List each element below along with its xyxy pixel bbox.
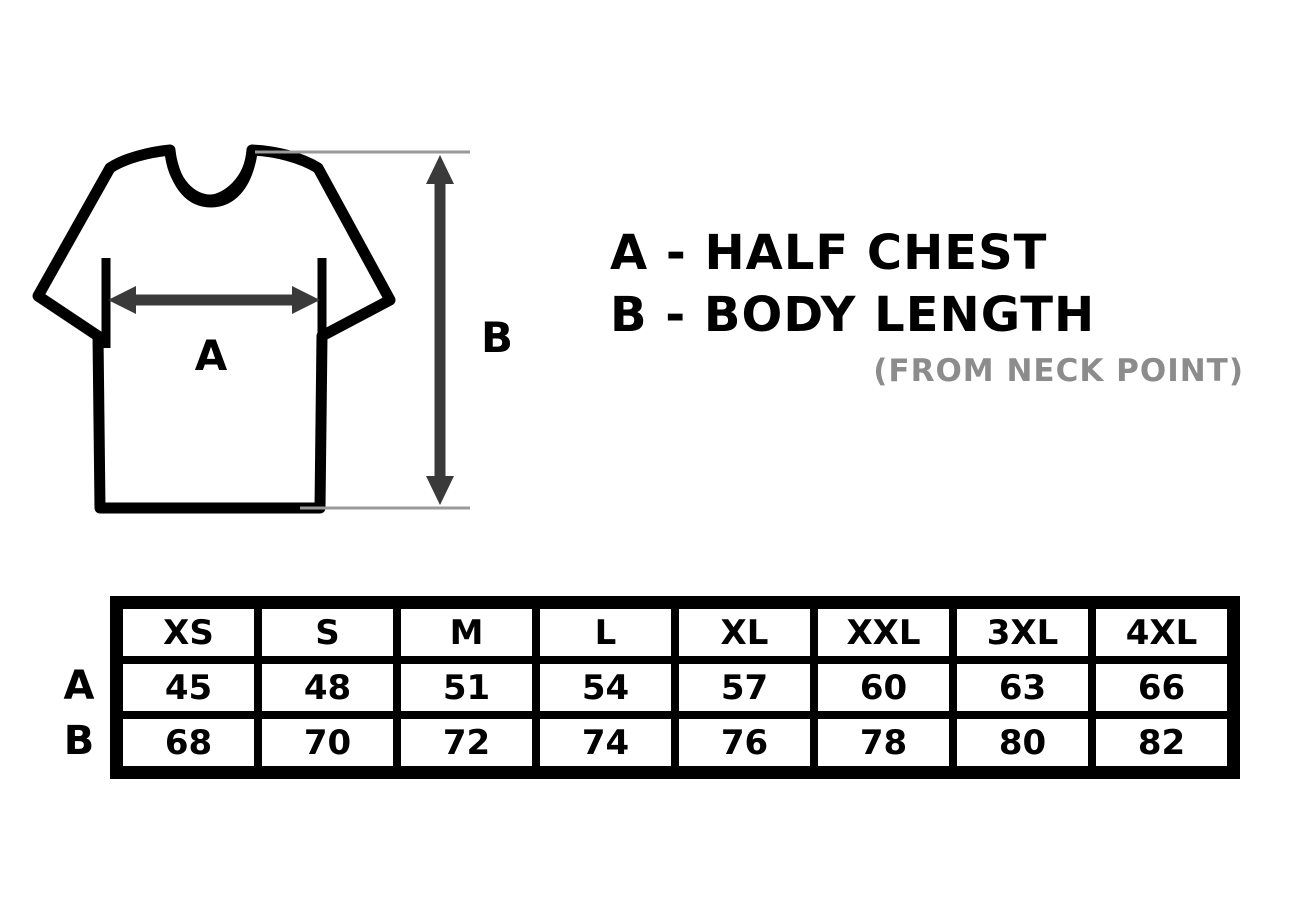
half-chest-cell: 57 — [675, 660, 814, 715]
body-length-cell: 82 — [1092, 715, 1231, 770]
body-length-cell: 70 — [258, 715, 397, 770]
half-chest-row — [119, 660, 1231, 715]
half-chest-cell: 63 — [953, 660, 1092, 715]
row-labels — [48, 596, 110, 779]
size-header-cell: M — [397, 605, 536, 660]
size-table — [110, 596, 1240, 779]
size-header-cell: XL — [675, 605, 814, 660]
body-length-cell: 72 — [397, 715, 536, 770]
size-header-cell: L — [536, 605, 675, 660]
size-header-cell: XS — [119, 605, 258, 660]
size-header-cell: 4XL — [1092, 605, 1231, 660]
legend-half-chest: A - HALF CHEST — [610, 225, 1048, 281]
body-length-cell: 74 — [536, 715, 675, 770]
legend-body-length: B - BODY LENGTH — [610, 287, 1096, 344]
body-length-cell: 80 — [953, 715, 1092, 770]
size-header-cell: XXL — [814, 605, 953, 660]
row-label-b: B — [63, 718, 95, 764]
tshirt-outline-icon — [0, 0, 560, 560]
vertical-double-arrow-icon — [426, 155, 454, 505]
legend-subnote: (FROM NECK POINT) — [873, 352, 1244, 389]
size-header-row — [119, 605, 1231, 660]
size-chart — [48, 596, 1240, 779]
body-length-row — [119, 715, 1231, 770]
length-label: B — [480, 313, 514, 362]
tshirt-measurement-diagram — [0, 0, 560, 560]
half-chest-cell: 60 — [814, 660, 953, 715]
half-chest-cell: 45 — [119, 660, 258, 715]
size-header-cell: S — [258, 605, 397, 660]
body-length-cell: 76 — [675, 715, 814, 770]
legend — [610, 222, 1250, 389]
row-label-a: A — [63, 663, 95, 709]
half-chest-cell: 51 — [397, 660, 536, 715]
size-header-cell: 3XL — [953, 605, 1092, 660]
body-length-cell: 78 — [814, 715, 953, 770]
half-chest-cell: 54 — [536, 660, 675, 715]
chest-label: A — [194, 331, 228, 380]
body-length-cell: 68 — [119, 715, 258, 770]
half-chest-cell: 48 — [258, 660, 397, 715]
half-chest-cell: 66 — [1092, 660, 1231, 715]
